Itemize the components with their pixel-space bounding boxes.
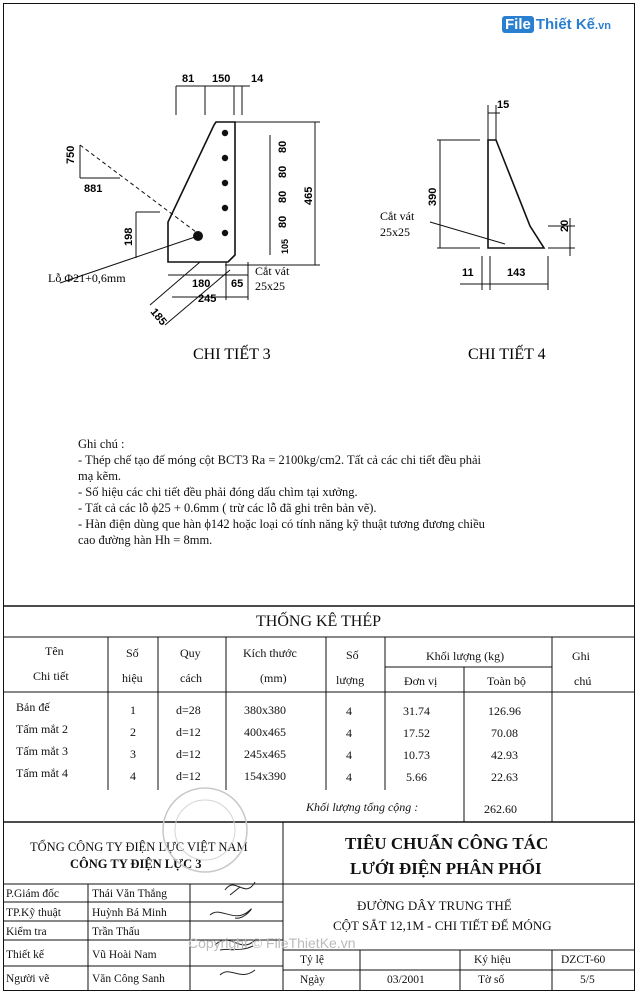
row-no: 2 (130, 725, 136, 739)
standard-title-2: LƯỚI ĐIỆN PHÂN PHỐI (350, 859, 542, 878)
notes-heading: Ghi chú : (78, 437, 125, 451)
row-qty: 4 (346, 704, 352, 718)
header-note-1: Ghi (572, 649, 590, 663)
note-line: mạ kẽm. (78, 469, 122, 483)
dim-881: 881 (84, 183, 103, 195)
row-spec: d=12 (176, 747, 201, 761)
row-name: Bản đế (16, 700, 50, 714)
dim-143: 143 (507, 267, 526, 279)
row-spec: d=28 (176, 703, 201, 717)
total-weight-value: 262.60 (484, 802, 517, 816)
dim-390: 390 (427, 187, 439, 206)
role-tech-head: TP.Kỹ thuật (6, 907, 61, 919)
notes-block (78, 436, 578, 548)
header-no-2: hiệu (122, 671, 143, 685)
hole-label: Lỗ Φ21+0,6mm (48, 271, 126, 285)
name-drafter: Văn Công Sanh (92, 973, 165, 985)
row-total: 70.08 (491, 726, 518, 740)
project-title-1: ĐƯỜNG DÂY TRUNG THẾ (357, 898, 512, 913)
role-director: P.Giám đốc (6, 888, 60, 900)
org-name: TỔNG CÔNG TY ĐIỆN LỰC VIỆT NAM (30, 840, 248, 854)
dim-15: 15 (497, 99, 510, 111)
role-designer: Thiết kế (6, 949, 44, 961)
row-total: 22.63 (491, 770, 518, 784)
bolt-hole-icon (222, 230, 228, 236)
company-name: CÔNG TY ĐIỆN LỰC 3 (70, 857, 202, 871)
note-line: - Hàn điện dùng que hàn ϕ142 hoặc loại có tính năng kỹ thuật tương đương chiều (78, 517, 485, 531)
dim-81: 81 (182, 73, 195, 85)
detail4-cut-label-1: Cắt vát (380, 209, 415, 223)
dim-14: 14 (251, 73, 264, 85)
dim-465: 465 (303, 186, 315, 205)
row-qty: 4 (346, 726, 352, 740)
standard-title-1: TIÊU CHUẨN CÔNG TÁC (345, 834, 549, 853)
signatures-icon (195, 870, 275, 990)
dim-180: 180 (192, 278, 211, 290)
name-director: Thái Văn Thắng (92, 888, 167, 900)
row-unit: 17.52 (403, 726, 430, 740)
logo-mark: File (502, 16, 534, 33)
header-name-1: Tên (45, 644, 64, 658)
row-no: 1 (130, 703, 136, 717)
bolt-hole-icon (222, 130, 228, 136)
dim-105: 105 (280, 238, 290, 254)
header-no-1: Số (126, 646, 139, 660)
date-value: 03/2001 (387, 974, 425, 986)
row-total: 126.96 (488, 704, 521, 718)
name-designer: Vũ Hoài Nam (92, 949, 157, 961)
dim-80b: 80 (277, 165, 289, 178)
row-no: 3 (130, 747, 136, 761)
detail4-title: CHI TIẾT 4 (468, 346, 546, 363)
dim-65: 65 (231, 278, 244, 290)
row-spec: d=12 (176, 725, 201, 739)
detail3-title: CHI TIẾT 3 (193, 346, 271, 363)
large-hole-icon (193, 231, 203, 241)
row-total: 42.93 (491, 748, 518, 762)
header-note-2: chú (574, 674, 592, 688)
row-name: Tấm mắt 4 (16, 766, 68, 780)
note-line: cao đường hàn Hh = 8mm. (78, 533, 213, 547)
bolt-hole-icon (222, 180, 228, 186)
dim-245: 245 (198, 293, 217, 305)
logo-name: Thiết Kế (535, 16, 596, 33)
code-value: DZCT-60 (561, 954, 606, 966)
stamp-icon (150, 780, 260, 880)
note-line: - Thép chế tạo đế móng cột BCT3 Ra = 2100kg/cm2. Tất cả các chi tiết đều phải (78, 453, 481, 467)
total-weight-label: Khối lượng tổng cộng : (306, 800, 419, 814)
logo-suffix: .vn (595, 20, 611, 32)
detail3-plate-outline (168, 122, 235, 262)
code-label: Ký hiệu (474, 954, 511, 966)
dim-11: 11 (462, 267, 474, 279)
project-title-2: CỘT SẮT 12,1M - CHI TIẾT ĐẾ MÓNG (333, 918, 552, 933)
dim-198: 198 (123, 227, 135, 246)
header-unit-weight: Đơn vị (404, 674, 438, 688)
row-qty: 4 (346, 770, 352, 784)
row-name: Tấm mắt 2 (16, 722, 68, 736)
row-qty: 4 (346, 748, 352, 762)
dim-750: 750 (65, 145, 77, 164)
row-size: 400x465 (244, 725, 286, 739)
row-size: 154x390 (244, 769, 286, 783)
dim-80c: 80 (277, 190, 289, 203)
header-size-1: Kích thước (243, 646, 297, 660)
detail4-plate-outline (488, 140, 544, 248)
dim-185: 185 (147, 306, 169, 328)
note-line: - Số hiệu các chi tiết đều phải đóng dấu chìm tại xưởng. (78, 485, 358, 499)
header-spec-2: cách (180, 671, 202, 685)
detail3-cut-label-2: 25x25 (255, 279, 285, 293)
dim-150: 150 (212, 73, 231, 85)
detail4-cut-label-2: 25x25 (380, 225, 410, 239)
sheet-label: Tờ số (478, 974, 505, 986)
header-qty-2: lượng (336, 673, 365, 687)
steel-table-title: THỐNG KÊ THÉP (256, 613, 382, 630)
name-checker: Trần Thấu (92, 926, 140, 938)
bolt-hole-icon (222, 155, 228, 161)
name-tech-head: Huỳnh Bá Minh (92, 907, 167, 919)
header-name-2: Chi tiết (33, 669, 69, 683)
detail3-cut-label-1: Cắt vát (255, 264, 290, 278)
note-line: - Tất cả các lỗ ϕ25 + 0.6mm ( trừ các lỗ đã ghi trên bản vẽ). (78, 501, 377, 515)
dim-80d: 80 (277, 215, 289, 228)
header-total-weight: Toàn bộ (487, 674, 526, 688)
row-spec: d=12 (176, 769, 201, 783)
watermark: Copyright © FileThietKe.vn (188, 935, 356, 951)
header-qty-1: Số (346, 648, 359, 662)
header-spec-1: Quy (180, 646, 201, 660)
row-name: Tấm mắt 3 (16, 744, 68, 758)
row-no: 4 (130, 769, 136, 783)
row-size: 380x380 (244, 703, 286, 717)
date-label: Ngày (300, 974, 325, 986)
header-weight: Khối lượng (kg) (426, 649, 505, 663)
row-size: 245x465 (244, 747, 286, 761)
scale-label: Tỷ lệ (300, 954, 324, 966)
dim-80a: 80 (277, 140, 289, 153)
row-unit: 31.74 (403, 704, 430, 718)
row-unit: 5.66 (406, 770, 427, 784)
dim-20: 20 (559, 219, 571, 232)
sheet-value: 5/5 (580, 974, 595, 986)
role-checker: Kiểm tra (6, 926, 47, 938)
header-size-2: (mm) (260, 671, 287, 685)
row-unit: 10.73 (403, 748, 430, 762)
bolt-hole-icon (222, 205, 228, 211)
role-drafter: Người vẽ (6, 973, 50, 985)
